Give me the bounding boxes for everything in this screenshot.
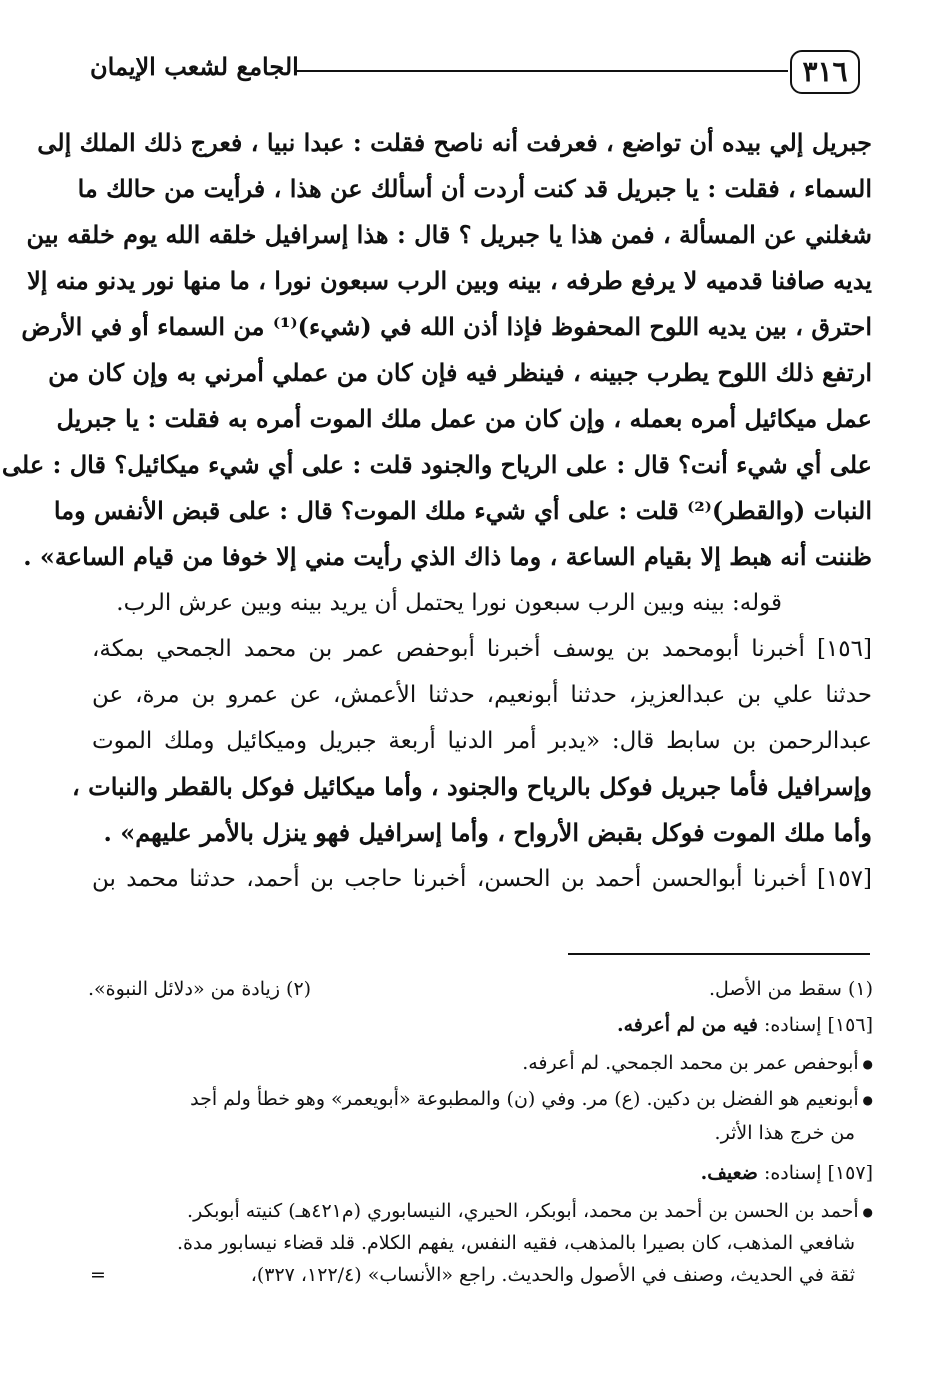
- isnad-156: [88, 1010, 873, 1040]
- bullet-156-2-cont: [88, 1118, 873, 1148]
- continuation-mark-text: =: [90, 1264, 106, 1286]
- text-line: شغلني عن المسألة ، فمن هذا يا جبريل ؟ قال : هذا إسرافيل خلقه الله يوم خلقه بين: [26, 220, 872, 249]
- hadith-156-line: وأما ملك الموت فوكل بقبض الأرواح ، وأما إسرافيل فهو ينزل بالأمر عليهم» .: [103, 818, 872, 847]
- text-line: عمل ميكائيل أمره بعمله ، وإن كان من عمل ملك الموت أمره به فقلت : يا جبريل: [56, 404, 872, 433]
- bullet-157-1: [88, 1196, 873, 1227]
- hadith-156-line: وإسرافيل فأما جبريل فوكل بالرياح والجنود ، وأما ميكائيل فوكل بالقطر والنبات ،: [72, 772, 872, 801]
- text-line: النبات (والقطر)⁽²⁾ قلت : على أي شيء ملك الموت؟ قال : على قبض الأنفس وما: [53, 496, 872, 525]
- page-header: [90, 48, 870, 98]
- bullet-157-1-cont2: [88, 1260, 873, 1290]
- hadith-156-line: [١٥٦] أخبرنا أبومحمد بن يوسف أخبرنا أبوحفص عمر بن محمد الجمحي بمكة،: [92, 636, 872, 662]
- hadith-156-line: عبدالرحمن بن سابط قال: «يدبر أمر الدنيا أربعة جبريل وميكائيل وملك الموت: [92, 728, 872, 754]
- isnad-156-label: [١٥٦] إسناده:: [763, 1014, 873, 1036]
- bullet-157-1-cont: [88, 1228, 873, 1258]
- main-text: [1, 120, 872, 902]
- hadith-157-line: [١٥٧] أخبرنا أبوالحسن أحمد بن الحسن، أخبرنا حاجب بن أحمد، حدثنا محمد بن: [92, 866, 872, 892]
- isnad-157: [88, 1158, 873, 1188]
- footnote-1-text: (١) سقط من الأصل.: [708, 978, 873, 1000]
- text-line: على أي شيء أنت؟ قال : على الرياح والجنود قلت : على أي شيء ميكائيل؟ قال : على: [1, 450, 872, 479]
- isnad-156-text: فيه من لم أعرفه.: [617, 1014, 758, 1036]
- bullet-156-1-text: أبوحفص عمر بن محمد الجمحي. لم أعرفه.: [522, 1052, 859, 1074]
- page-number: ٣١٦: [790, 50, 860, 94]
- bullet-156-2-cont-text: من خرج هذا الأثر.: [714, 1122, 855, 1144]
- bullet-157-1-cont2-text: ثقة في الحديث، وصنف في الأصول والحديث. راجع «الأنساب» (١٢٢/٤، ٣٢٧)،: [250, 1264, 855, 1286]
- text-line: ارتفع ذلك اللوح يطرب جبينه ، فينظر فيه فإن كان من عملي أمرني به وإن كان من: [48, 358, 872, 387]
- bullet-156-2-text: أبونعيم هو الفضل بن دكين. (ع) مر. وفي (ن) والمطبوعة «أبويعمر» وهو خطأ ولم أجد: [190, 1088, 859, 1110]
- bullet-156-1: [88, 1048, 873, 1079]
- book-title: الجامع لشعب الإيمان: [90, 52, 299, 81]
- footnote-2-text: (٢) زيادة من «دلائل النبوة».: [88, 978, 312, 1000]
- bullet-157-1-cont-text: شافعي المذهب، كان بصيرا بالمذهب، فقيه النفس، يفهم الكلام. قلد قضاء نيسابور مدة.: [177, 1232, 855, 1254]
- footnote-divider: [568, 953, 870, 955]
- header-rule: [295, 70, 788, 72]
- bullet-156-2: [88, 1084, 873, 1115]
- text-line: يديه صافنا قدميه لا يرفع طرفه ، بينه وبين الرب سبعون نورا ، ما منها نور يدنو منه إلا: [27, 266, 872, 295]
- isnad-157-label: [١٥٧] إسناده:: [763, 1162, 873, 1184]
- text-line: جبريل إلي بيده أن تواضع ، فعرفت أنه ناصح فقلت : عبدا نبيا ، فعرج ذلك الملك إلى: [37, 128, 872, 157]
- text-line: ظننت أنه هبط إلا بقيام الساعة ، وما ذاك الذي رأيت مني إلا خوفا من قيام الساعة» .: [23, 542, 872, 571]
- isnad-157-text: ضعيف.: [700, 1162, 758, 1184]
- text-line: السماء ، فقلت : يا جبريل قد كنت أردت أن أسألك عن هذا ، فرأيت من حالك ما: [77, 174, 872, 203]
- text-line: احترق ، بين يديه اللوح المحفوظ فإذا أذن الله في (شيء)⁽¹⁾ من السماء أو في الأرض: [21, 312, 872, 341]
- commentary-line: قوله: بينه وبين الرب سبعون نورا يحتمل أن يريد بينه وبين عرش الرب.: [116, 590, 782, 616]
- continuation-mark: [90, 1260, 120, 1290]
- hadith-156-line: حدثنا علي بن عبدالعزيز، حدثنا أبونعيم، حدثنا الأعمش، عن عمرو بن مرة، عن: [92, 682, 872, 708]
- footnote-2: [88, 974, 528, 1004]
- bullet-157-1-text: أحمد بن الحسن بن أحمد بن محمد، أبوبكر، الحيري، النيسابوري (م٤٢١هـ) كنيته أبوبكر.: [187, 1200, 859, 1222]
